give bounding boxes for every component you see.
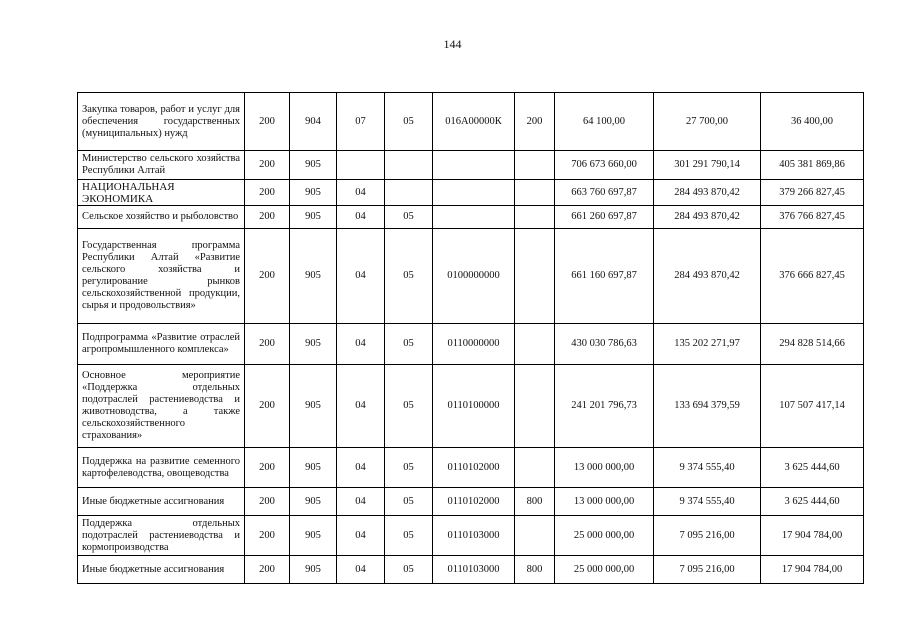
amount-cell: 3 625 444,60 [761,448,864,488]
amount-cell: 13 000 000,00 [555,448,654,488]
table-row [78,488,864,516]
table-row [78,93,864,151]
amount-cell: 9 374 555,40 [654,488,761,516]
code-cell: 200 [245,229,290,324]
amount-cell: 13 000 000,00 [555,488,654,516]
code-cell: 200 [245,324,290,365]
amount-cell: 301 291 790,14 [654,151,761,180]
row-name-cell: Основное мероприятие «Поддержка отдельных подотраслей растениеводства и животноводства, а также сельскохозяйственного страхования» [78,365,245,448]
code-cell: 200 [245,180,290,206]
code-cell: 04 [337,229,385,324]
amount-cell: 133 694 379,59 [654,365,761,448]
table-row [78,365,864,448]
code-cell: 905 [290,448,337,488]
code-cell: 04 [337,448,385,488]
code-cell: 0110103000 [433,556,515,584]
amount-cell: 25 000 000,00 [555,556,654,584]
code-cell: 904 [290,93,337,151]
code-cell: 905 [290,180,337,206]
table-row [78,180,864,206]
amount-cell: 376 766 827,45 [761,206,864,229]
code-cell [433,180,515,206]
row-name-cell: Иные бюджетные ассигнования [78,488,245,516]
code-cell: 05 [385,206,433,229]
code-cell: 905 [290,229,337,324]
amount-cell: 379 266 827,45 [761,180,864,206]
code-cell: 200 [245,488,290,516]
code-cell: 200 [245,151,290,180]
code-cell: 200 [245,448,290,488]
code-cell: 0110102000 [433,488,515,516]
code-cell: 0100000000 [433,229,515,324]
code-cell: 905 [290,324,337,365]
code-cell [515,206,555,229]
table-row [78,324,864,365]
row-name-cell: Иные бюджетные ассигнования [78,556,245,584]
amount-cell: 430 030 786,63 [555,324,654,365]
table-row [78,206,864,229]
code-cell: 04 [337,556,385,584]
code-cell: 200 [245,516,290,556]
code-cell: 05 [385,93,433,151]
amount-cell: 36 400,00 [761,93,864,151]
amount-cell: 706 673 660,00 [555,151,654,180]
amount-cell: 284 493 870,42 [654,206,761,229]
amount-cell: 294 828 514,66 [761,324,864,365]
code-cell: 905 [290,365,337,448]
code-cell: 905 [290,488,337,516]
code-cell: 200 [245,93,290,151]
table-row [78,151,864,180]
amount-cell: 25 000 000,00 [555,516,654,556]
amount-cell: 64 100,00 [555,93,654,151]
amount-cell: 107 507 417,14 [761,365,864,448]
amount-cell: 9 374 555,40 [654,448,761,488]
amount-cell: 7 095 216,00 [654,516,761,556]
row-name-cell: НАЦИОНАЛЬНАЯ ЭКОНОМИКА [78,180,245,206]
table-row [78,556,864,584]
code-cell: 200 [245,206,290,229]
code-cell: 800 [515,488,555,516]
code-cell: 05 [385,516,433,556]
budget-table-body [78,93,864,584]
amount-cell: 17 904 784,00 [761,516,864,556]
code-cell: 04 [337,180,385,206]
code-cell: 200 [515,93,555,151]
code-cell: 200 [245,365,290,448]
code-cell: 800 [515,556,555,584]
amount-cell: 17 904 784,00 [761,556,864,584]
code-cell: 04 [337,365,385,448]
row-name-cell: Сельское хозяйство и рыболовство [78,206,245,229]
code-cell: 905 [290,516,337,556]
code-cell [515,324,555,365]
code-cell: 04 [337,324,385,365]
code-cell: 05 [385,488,433,516]
amount-cell: 661 260 697,87 [555,206,654,229]
code-cell: 016А00000К [433,93,515,151]
code-cell: 05 [385,229,433,324]
amount-cell: 661 160 697,87 [555,229,654,324]
amount-cell: 284 493 870,42 [654,229,761,324]
table-row [78,516,864,556]
code-cell: 905 [290,206,337,229]
code-cell: 0110103000 [433,516,515,556]
amount-cell: 7 095 216,00 [654,556,761,584]
code-cell [515,151,555,180]
code-cell: 05 [385,556,433,584]
code-cell: 04 [337,516,385,556]
code-cell [385,151,433,180]
code-cell [433,151,515,180]
code-cell [515,180,555,206]
code-cell [385,180,433,206]
code-cell: 07 [337,93,385,151]
code-cell: 905 [290,556,337,584]
code-cell: 05 [385,365,433,448]
budget-table [77,92,864,584]
code-cell: 200 [245,556,290,584]
row-name-cell: Поддержка отдельных подотраслей растениеводства и кормопроизводства [78,516,245,556]
amount-cell: 3 625 444,60 [761,488,864,516]
code-cell: 0110102000 [433,448,515,488]
code-cell: 05 [385,448,433,488]
code-cell [337,151,385,180]
code-cell: 04 [337,206,385,229]
amount-cell: 27 700,00 [654,93,761,151]
code-cell [515,365,555,448]
code-cell: 0110100000 [433,365,515,448]
amount-cell: 135 202 271,97 [654,324,761,365]
row-name-cell: Государственная программа Республики Алтай «Развитие сельского хозяйства и регулирование рынков сельскохозяйственной продукции, сырья и продовольствия» [78,229,245,324]
amount-cell: 284 493 870,42 [654,180,761,206]
row-name-cell: Подпрограмма «Развитие отраслей агропромышленного комплекса» [78,324,245,365]
amount-cell: 405 381 869,86 [761,151,864,180]
table-row [78,448,864,488]
code-cell [515,229,555,324]
code-cell: 04 [337,488,385,516]
code-cell: 0110000000 [433,324,515,365]
amount-cell: 663 760 697,87 [555,180,654,206]
code-cell [515,516,555,556]
row-name-cell: Министерство сельского хозяйства Республики Алтай [78,151,245,180]
row-name-cell: Закупка товаров, работ и услуг для обеспечения государственных (муниципальных) нужд [78,93,245,151]
code-cell: 05 [385,324,433,365]
code-cell: 905 [290,151,337,180]
page-number: 144 [443,37,462,51]
amount-cell: 241 201 796,73 [555,365,654,448]
code-cell [433,206,515,229]
amount-cell: 376 666 827,45 [761,229,864,324]
table-row [78,229,864,324]
code-cell [515,448,555,488]
row-name-cell: Поддержка на развитие семенного картофелеводства, овощеводства [78,448,245,488]
